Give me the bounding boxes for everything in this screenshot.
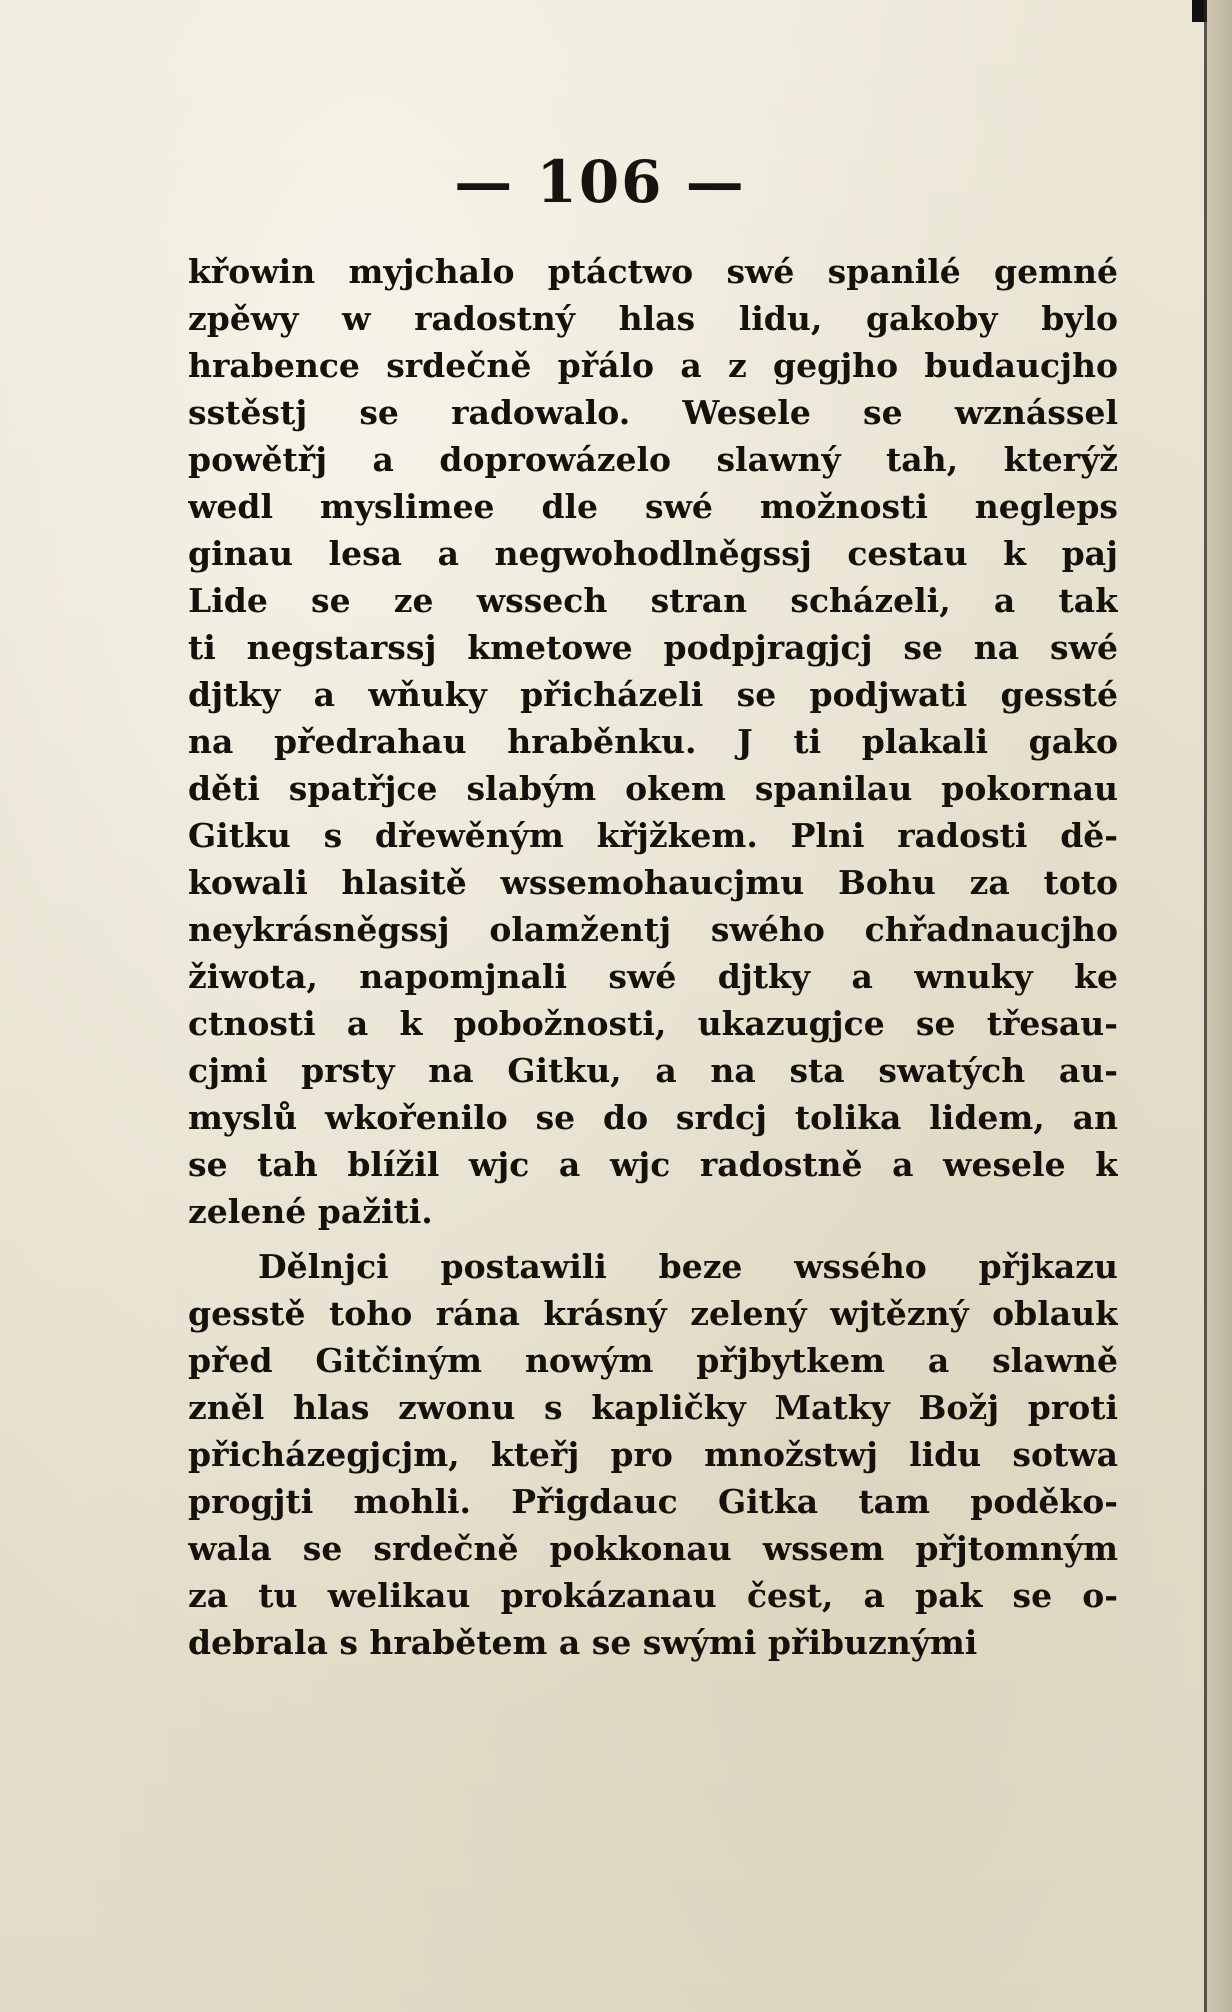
text-line: progjti mohli. Přigdauc Gitka tam poděko- [188,1482,1118,1521]
text-line: hrabence srdečně přálo a z gegjho budaucjho [188,346,1118,385]
text-line: cjmi prsty na Gitku, a na sta swatých au- [188,1051,1118,1090]
text-line: ctnosti a k pobožnosti, ukazugjce se třesau- [188,1004,1118,1043]
text-line: Dělnjci postawili beze wssého přjkazu [258,1247,1118,1286]
text-line: se tah blížil wjc a wjc radostně a wesele k [188,1145,1118,1184]
text-line: zpěwy w radostný hlas lidu, gakoby bylo [188,299,1118,338]
text-line: Gitku s dřewěným křjžkem. Plni radosti dě- [188,816,1118,855]
text-line: powětřj a doprowázelo slawný tah, kterýž [188,440,1118,479]
body-text [188,248,1118,1666]
text-line: gesstě toho rána krásný zelený wjtězný oblauk [188,1294,1118,1333]
text-line: děti spatřjce slabým okem spanilau pokornau [188,769,1118,808]
text-line: ti negstarssj kmetowe podpjragjcj se na swé [188,628,1118,667]
text-line: za tu welikau prokázanau čest, a pak se o- [188,1576,1118,1615]
text-line: zelené pažiti. [188,1192,433,1231]
text-line: ginau lesa a negwohodlněgssj cestau k paj [188,534,1118,573]
text-line: přicházegjcjm, kteřj pro množstwj lidu sotwa [188,1435,1118,1474]
text-line: wala se srdečně pokkonau wssem přjtomným [188,1529,1118,1568]
text-line: kowali hlasitě wssemohaucjmu Bohu za toto [188,863,1118,902]
text-line: před Gitčiným nowým přjbytkem a slawně [188,1341,1118,1380]
text-line: wedl myslimee dle swé možnosti negleps [188,487,1118,526]
page-edge-shadow [1207,0,1232,2012]
text-line: Lide se ze wssech stran scházeli, a tak [188,581,1118,620]
text-line: neykrásněgssj olamžentj swého chřadnaucjho [188,910,1118,949]
text-line: křowin myjchalo ptáctwo swé spanilé gemné [188,252,1118,291]
text-line: zněl hlas zwonu s kapličky Matky Božj proti [188,1388,1118,1427]
text-line: djtky a wňuky přicházeli se podjwati gessté [188,675,1118,714]
text-line: žiwota, napomjnali swé djtky a wnuky ke [188,957,1118,996]
page-number: — 106 — [454,148,746,216]
text-line: debrala s hrabětem a se swými přibuznými [188,1623,978,1662]
text-line: sstěstj se radowalo. Wesele se wznássel [188,393,1118,432]
text-line: myslů wkořenilo se do srdcj tolika lidem, an [188,1098,1118,1137]
text-line: na předrahau hraběnku. J ti plakali gako [188,722,1118,761]
